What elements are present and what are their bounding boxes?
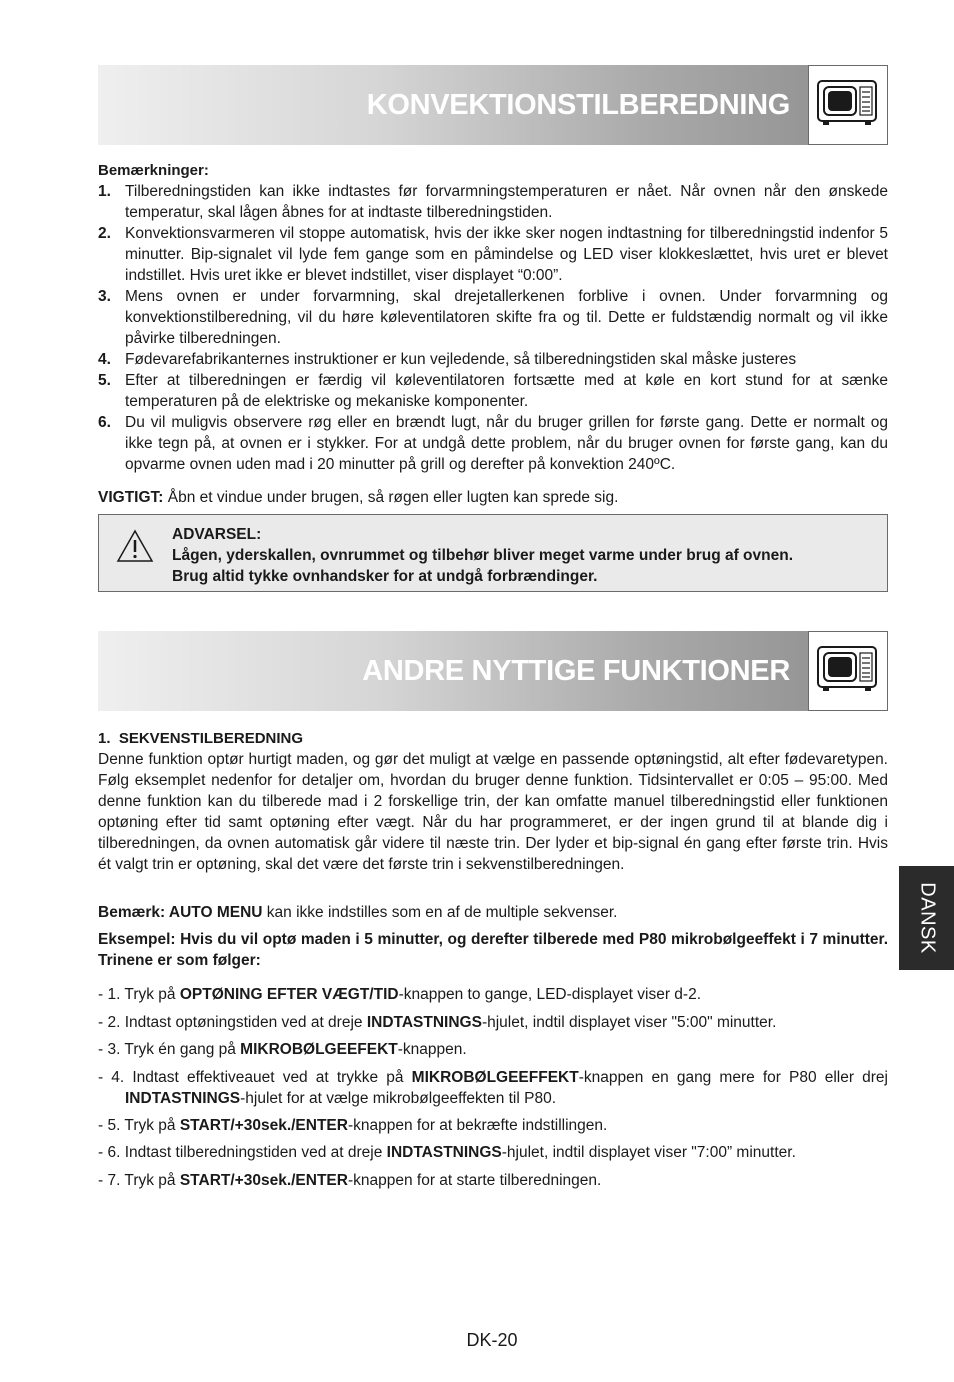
- sequence-note-label: Bemærk: AUTO MENU: [98, 904, 263, 921]
- sequence-note: [98, 902, 888, 923]
- warning-text: [172, 524, 878, 587]
- note-number: 2.: [98, 225, 111, 242]
- warning-line: Lågen, yderskallen, ovnrummet og tilbehør bliver meget varme under brug af ovnen.: [172, 547, 794, 564]
- microwave-icon-box: [808, 631, 888, 711]
- note-item: [98, 223, 888, 286]
- step-text: - 3. Tryk én gang på: [98, 1041, 241, 1058]
- note-number: 5.: [98, 372, 111, 389]
- step-text: -knappen.: [397, 1041, 467, 1058]
- step-item: [98, 1039, 888, 1060]
- step-item: [98, 1142, 888, 1163]
- important-note: [98, 487, 888, 508]
- important-label: VIGTIGT:: [98, 489, 164, 506]
- step-key: MIKROBØLGEEFFEKT: [411, 1069, 579, 1086]
- step-item: [98, 1012, 888, 1033]
- note-text: Du vil muligvis observere røg eller en brændt lugt, når du bruger grillen for første gang. Dette er normalt og ikke tegn på, at ovnen er i stykker. For at undgå dette problem, når du bruger ovnen for første gang, kan du opvarme ovnen uden mad i 20 minutter på grill og derefter på konvektion 240ºC.: [125, 414, 888, 473]
- note-text: Fødevarefabrikanternes instruktioner er kun vejledende, så tilberedningstiden skal måske justeres: [125, 351, 797, 368]
- sequence-example: Eksempel: Hvis du vil optø maden i 5 minutter, og derefter tilberede med P80 mikrobølgeeffekt i 7 minutter. Trinene er som følger:: [98, 931, 888, 969]
- note-item: [98, 349, 888, 370]
- step-text: -knappen to gange, LED-displayet viser d-2.: [398, 986, 702, 1003]
- note-number: 4.: [98, 351, 111, 368]
- step-text: -hjulet, indtil displayet viser "7:00” minutter.: [501, 1144, 796, 1161]
- warning-box: [98, 514, 888, 592]
- note-item: [98, 181, 888, 223]
- note-text: Mens ovnen er under forvarmning, skal drejetallerkenen forblive i ovnen. Under forvarmning og konvektionstilberedning, vil du høre køleventilatoren skifte fra og til. Dette er fuldstændig normalt og vil ikke påvirke tilberedningen.: [125, 288, 888, 347]
- microwave-icon: [817, 646, 877, 694]
- step-text: -knappen en gang mere for P80 eller drej: [578, 1069, 888, 1086]
- step-item: [98, 984, 888, 1005]
- step-key: OPTØNING EFTER VÆGT/TID: [179, 986, 399, 1003]
- microwave-icon-box: [808, 65, 888, 145]
- step-text: - 2. Indtast optøningstiden ved at dreje: [98, 1014, 367, 1031]
- note-number: 6.: [98, 414, 111, 431]
- sequence-heading: 1. SEKVENSTILBEREDNING: [98, 730, 304, 747]
- language-tab-label: DANSK: [916, 882, 938, 954]
- page-number: DK-20: [466, 1330, 518, 1350]
- step-text: - 7. Tryk på: [98, 1172, 180, 1189]
- step-key: INDTASTNINGS: [366, 1014, 482, 1031]
- step-text: -knappen for at starte tilberedningen.: [347, 1172, 602, 1189]
- section-title: KONVEKTIONSTILBEREDNING: [366, 89, 790, 121]
- step-key: MIKROBØLGEEFEKT: [240, 1041, 398, 1058]
- important-text: Åbn et vindue under brugen, så røgen eller lugten kan sprede sig.: [167, 489, 619, 506]
- step-key: INDTASTNINGS: [386, 1144, 502, 1161]
- language-tab: [899, 866, 954, 970]
- step-text: -knappen for at bekræfte indstillingen.: [347, 1117, 608, 1134]
- step-item: [98, 1170, 888, 1191]
- section-banner-andre: [98, 631, 888, 711]
- notes-heading: Bemærkninger:: [98, 162, 209, 179]
- note-item: [98, 370, 888, 412]
- note-number: 3.: [98, 288, 111, 305]
- step-text: - 5. Tryk på: [98, 1117, 180, 1134]
- step-key: START/+30sek./ENTER: [179, 1117, 348, 1134]
- step-text: - 6. Indtast tilberedningstiden ved at dreje: [98, 1144, 387, 1161]
- step-text: -hjulet for at vælge mikrobølgeeffekten til P80.: [240, 1090, 557, 1107]
- warning-line: Brug altid tykke ovnhandsker for at undgå forbrændinger.: [172, 568, 598, 585]
- step-item: [98, 1115, 888, 1136]
- note-text: Tilberedningstiden kan ikke indtastes før forvarmningstemperaturen er nået. Når ovnen når den ønskede temperatur, skal lågen åbnes for at indtaste tilberedningstiden.: [125, 183, 888, 221]
- step-text: -hjulet, indtil displayet viser "5:00" minutter.: [481, 1014, 777, 1031]
- note-item: [98, 286, 888, 349]
- microwave-icon: [817, 80, 877, 128]
- warning-title: ADVARSEL:: [172, 526, 262, 543]
- step-key: INDTASTNINGS: [125, 1090, 241, 1107]
- step-item: [98, 1067, 888, 1109]
- sequence-note-text: kan ikke indstilles som en af de multiple sekvenser.: [262, 904, 618, 921]
- step-text: - 1. Tryk på: [98, 986, 180, 1003]
- step-text: - 4. Indtast effektiveauet ved at trykke på: [98, 1069, 412, 1086]
- note-number: 1.: [98, 183, 111, 200]
- step-key: START/+30sek./ENTER: [179, 1172, 348, 1189]
- note-text: Konvektionsvarmeren vil stoppe automatisk, hvis der ikke sker nogen indtastning for tilberedningstid indenfor 5 minutter. Bip-signalet vil lyde fem gange som en påmindelse og LED viser klokkeslættet, hvis uret er blevet indstillet. Hvis uret ikke er blevet indstillet, viser displayet “0:00”.: [125, 225, 888, 284]
- warning-triangle-icon: [116, 529, 154, 563]
- section-banner-konvektion: [98, 65, 888, 145]
- note-text: Efter at tilberedningen er færdig vil køleventilatoren fortsætte med at køle en kort stund for at sænke temperaturen på de elektriske og mekaniske komponenter.: [125, 372, 888, 410]
- sequence-body: Denne funktion optør hurtigt maden, og gør det muligt at vælge en passende optøningstid, alt efter fødevaretypen. Følg eksemplet nedenfor for detaljer om, hvordan du bruger denne funktion. Tidsintervallet er 0:05 – 95:00. Med denne funktion kan du tilberede mad i 2 forskellige trin, der kan omfatte manuel tilberedningstid eller funktionen optøning efter tid samt optøning efter vægt. Når du har programmeret, er der ingen grund til at blande dig i tilberedningen, da ovnen automatisk går videre til næste trin. Der lyder et bip-signal én gang efter første trin. Hvis ét valgt trin er optøning, skal det være det første trin i sekvenstilberedningen.: [98, 751, 888, 873]
- note-item: [98, 412, 888, 475]
- section-title: ANDRE NYTTIGE FUNKTIONER: [362, 655, 790, 687]
